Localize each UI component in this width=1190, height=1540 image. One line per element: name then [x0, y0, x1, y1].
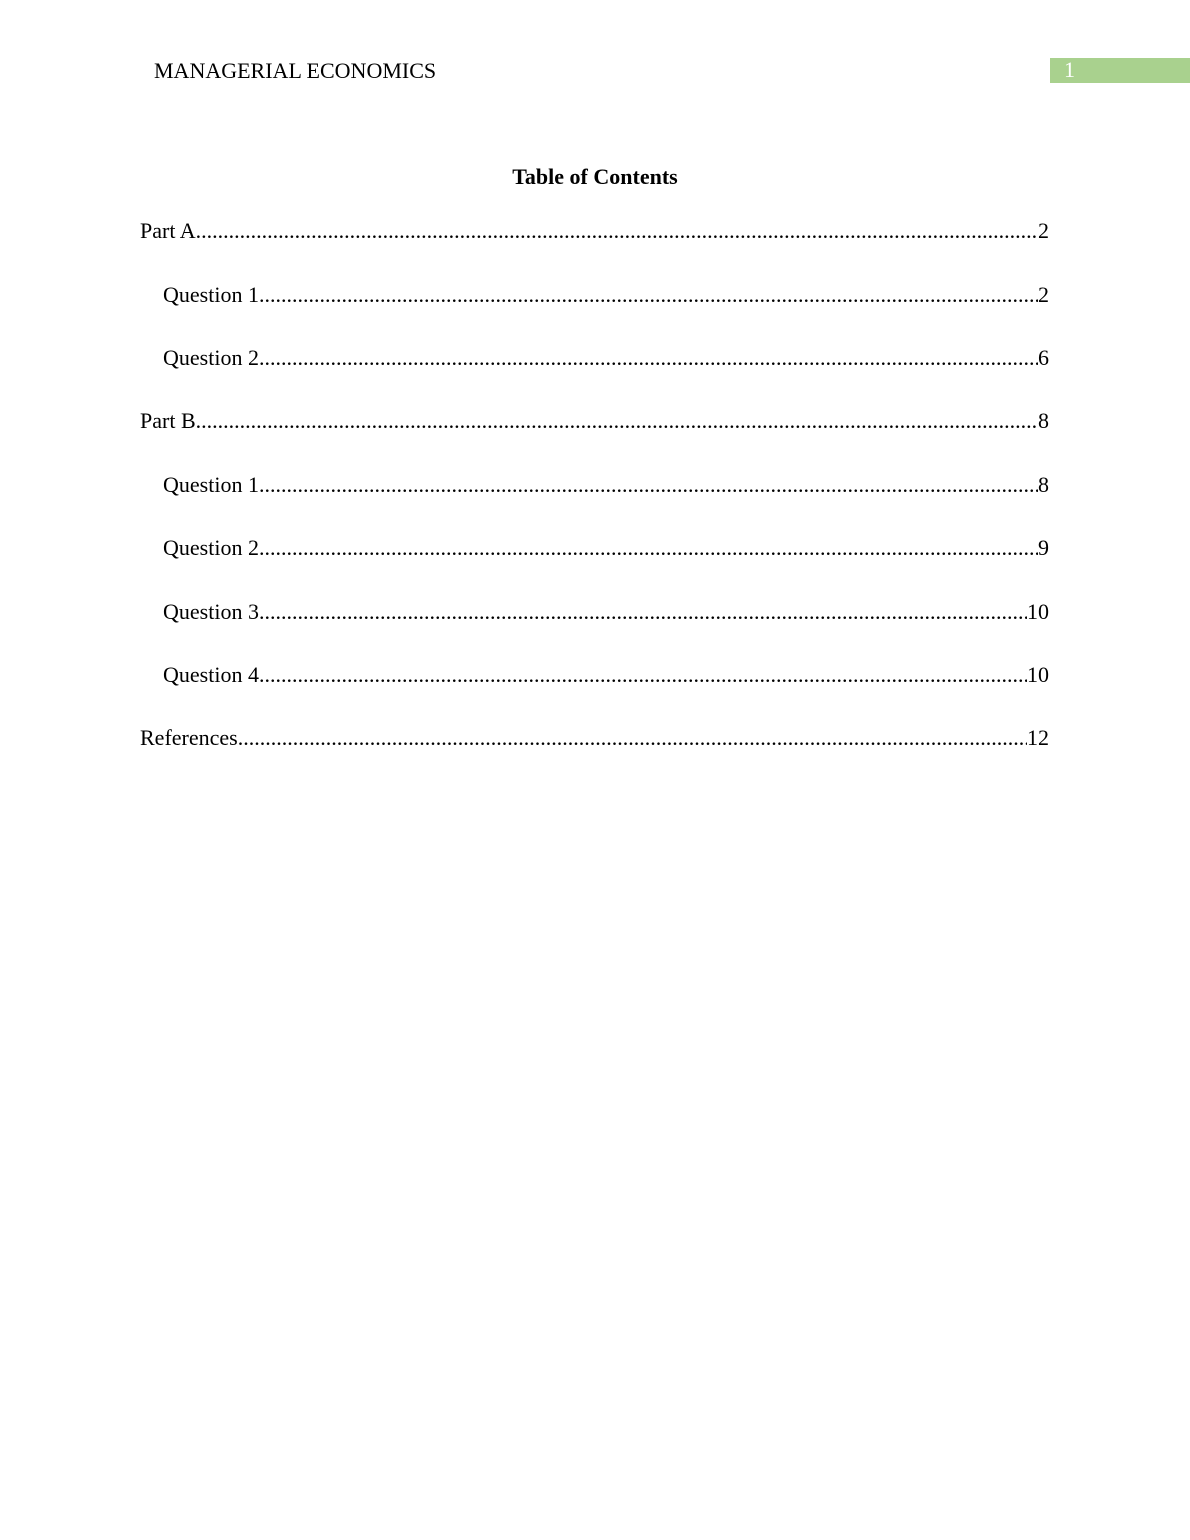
toc-entry-page: 9 — [1038, 535, 1049, 560]
toc-entry-page: 10 — [1027, 599, 1049, 624]
toc-entry-page: 12 — [1027, 725, 1049, 750]
toc-entry-label: Question 2 — [163, 345, 259, 370]
toc-entry-part-b-question-1[interactable] — [163, 471, 1049, 499]
toc-entry-label: Question 2 — [163, 535, 259, 560]
toc-dot-leader — [238, 724, 1027, 752]
toc-entry-part-a-question-1[interactable] — [163, 281, 1049, 309]
toc-entry-part-b-question-3[interactable] — [163, 598, 1049, 626]
toc-entry-label: Question 3 — [163, 599, 259, 624]
toc-entry-label: Part A — [140, 218, 196, 243]
toc-entry-page: 8 — [1038, 472, 1049, 497]
toc-entry-label: Question 1 — [163, 472, 259, 497]
toc-entry-page: 10 — [1027, 662, 1049, 687]
toc-entry-part-b[interactable] — [140, 407, 1049, 435]
toc-entry-references[interactable] — [140, 724, 1049, 752]
toc-entry-part-a[interactable] — [140, 217, 1049, 245]
header-title: MANAGERIAL ECONOMICS — [154, 58, 437, 83]
toc-dot-leader — [259, 661, 1027, 689]
toc-entry-label: Part B — [140, 408, 196, 433]
toc-dot-leader — [259, 534, 1038, 562]
toc-dot-leader — [259, 471, 1038, 499]
toc-dot-leader — [196, 217, 1038, 245]
toc-entry-page: 2 — [1038, 282, 1049, 307]
page-number: 1 — [1064, 57, 1075, 82]
toc-entry-label: Question 4 — [163, 662, 259, 687]
toc-dot-leader — [196, 407, 1038, 435]
toc-entry-part-b-question-2[interactable] — [163, 534, 1049, 562]
toc-entry-part-a-question-2[interactable] — [163, 344, 1049, 372]
toc-heading: Table of Contents — [512, 164, 678, 189]
toc-dot-leader — [259, 344, 1038, 372]
toc-dot-leader — [259, 598, 1027, 626]
toc-dot-leader — [259, 281, 1038, 309]
toc-entry-label: Question 1 — [163, 282, 259, 307]
toc-entry-page: 8 — [1038, 408, 1049, 433]
toc-entry-page: 6 — [1038, 345, 1049, 370]
toc-entry-page: 2 — [1038, 218, 1049, 243]
toc-entry-label: References — [140, 725, 238, 750]
toc-entry-part-b-question-4[interactable] — [163, 661, 1049, 689]
